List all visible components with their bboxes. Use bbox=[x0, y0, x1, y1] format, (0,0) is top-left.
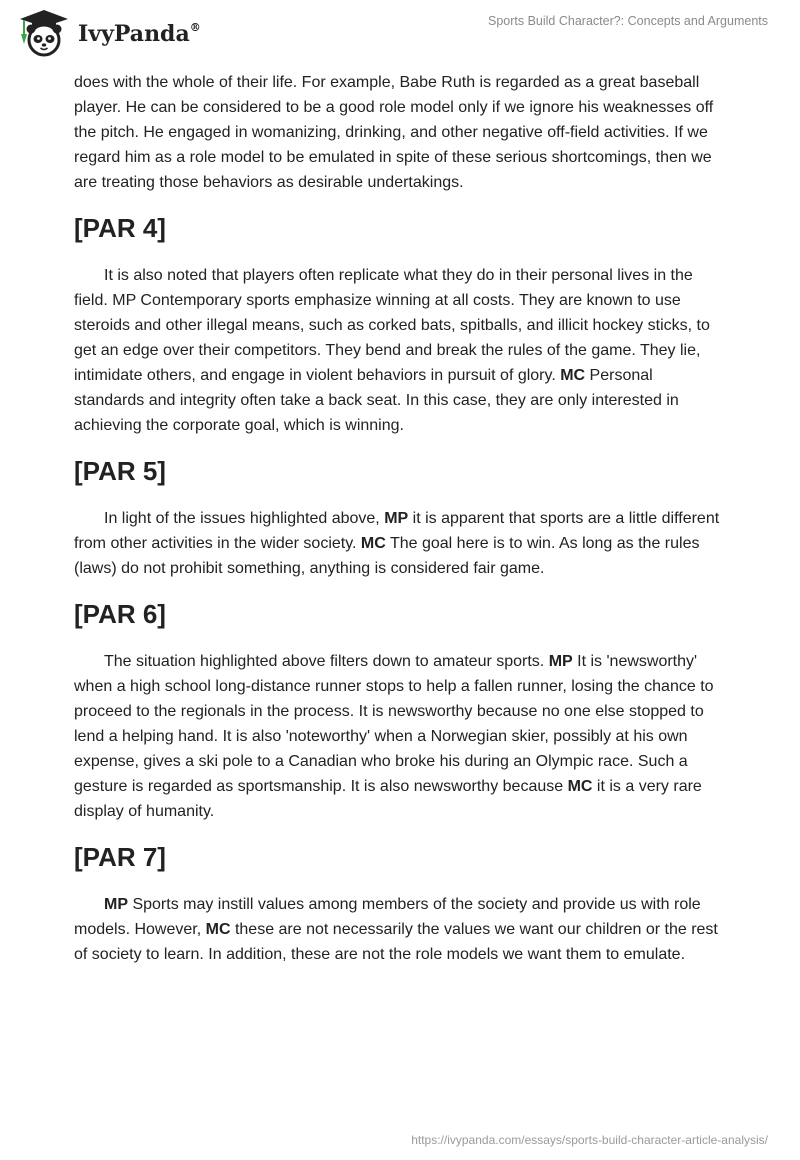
ivypanda-logo[interactable] bbox=[16, 8, 201, 58]
mc-marker: MC bbox=[560, 367, 586, 384]
document-title: Sports Build Character?: Concepts and Arguments bbox=[487, 14, 768, 28]
paragraph-par5: In light of the issues highlighted above, MP it is apparent that sports are a little different from other activities in the wider society. MC The goal here is to win. As long as the rules (laws) do not prohibit something, anything is considered fair game. bbox=[74, 510, 720, 577]
mc-marker: MC bbox=[567, 778, 593, 795]
paragraph-par6: The situation highlighted above filters down to amateur sports. MP It is 'newsworthy' when a high school long-distance runner stops to help a fallen runner, losing the chance to proceed to the regionals in the process. It is newsworthy because no one else stopped to lend a helping hand. It is also 'noteworthy' when a Norwegian skier, possibly at his own expense, gives a ski pole to a Canadian who broke his during an Olympic race. Such a gesture is regarded as sportsmanship. It is also newsworthy because MC it is a very rare display of humanity. bbox=[74, 653, 714, 820]
mp-marker: MP bbox=[548, 653, 573, 670]
mp-marker: MP bbox=[384, 510, 409, 527]
section-heading-par5: [PAR 5] bbox=[74, 456, 166, 486]
section-heading-par4: [PAR 4] bbox=[74, 213, 166, 243]
brand-name: IvyPanda® bbox=[78, 20, 201, 47]
panda-graduate-icon bbox=[16, 8, 72, 58]
mc-marker: MC bbox=[205, 921, 231, 938]
section-heading-par7: [PAR 7] bbox=[74, 842, 166, 872]
paragraph-par4: It is also noted that players often replicate what they do in their personal lives in the field. MP Contemporary sports emphasize winning at all costs. They are known to use steroids and other illegal means, such as corked bats, spitballs, and illicit hockey sticks, to get an edge over their competitors. They bend and break the rules of the game. They lie, intimidate others, and engage in violent behaviors in pursuit of glory. MC Personal standards and integrity often take a back seat. In this case, they are only interested in achieving the corporate goal, which is winning. bbox=[74, 267, 710, 434]
paragraph-par7: MP Sports may instill values among members of the society and provide us with role models. However, MC these are not necessarily the values we want our children or the rest of society to learn. In addition, these are not the role models we want them to emulate. bbox=[74, 896, 718, 963]
mp-marker: MP bbox=[104, 896, 128, 913]
source-url[interactable]: https://ivypanda.com/essays/sports-build-character-article-analysis/ bbox=[411, 1133, 768, 1147]
paragraph-continuation: does with the whole of their life. For example, Babe Ruth is regarded as a great baseball player. He can be considered to be a good role model only if we ignore his weaknesses off the pitch. He engaged in womanizing, drinking, and other negative off-field activities. If we regard him as a role model to be emulated in spite of these serious shortcomings, then we are treating those behaviors as desirable undertakings. bbox=[74, 74, 714, 191]
page-header bbox=[0, 0, 800, 64]
article-body bbox=[74, 70, 726, 967]
section-heading-par6: [PAR 6] bbox=[74, 599, 166, 629]
mc-marker: MC bbox=[360, 535, 386, 552]
